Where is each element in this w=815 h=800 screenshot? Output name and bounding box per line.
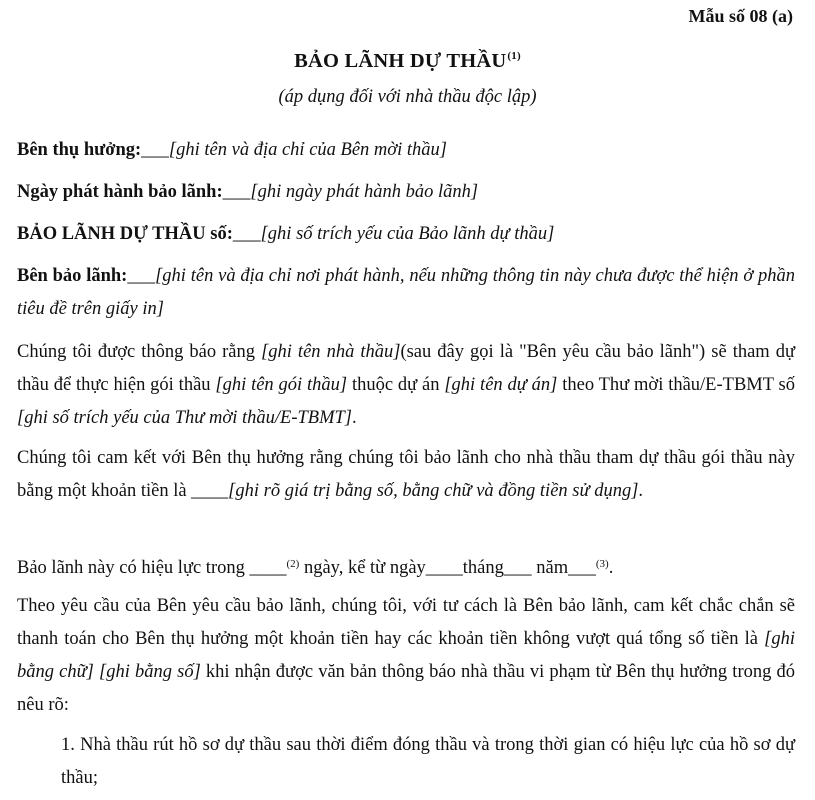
text: ngày, kể từ ngày xyxy=(299,558,426,578)
hint: [ghi rõ giá trị bằng số, bằng chữ và đồng tiền sử dụng] xyxy=(228,481,639,501)
hint: [ghi bằng số] xyxy=(99,662,201,682)
text: Bảo lãnh này có hiệu lực trong xyxy=(17,558,250,578)
field-label: Bên bảo lãnh: xyxy=(17,266,128,286)
text: theo Thư mời thầu/E-TBMT số xyxy=(557,375,795,395)
field-beneficiary xyxy=(17,134,795,167)
hint: [ghi bằng chữ] xyxy=(17,629,795,682)
field-hint: [ghi tên và địa chỉ nơi phát hành, nếu những thông tin này chưa được thể hiện ở phần tiêu đề trên giấy in] xyxy=(17,266,795,319)
text: Chúng tôi cam kết với Bên thụ hưởng rằng chúng tôi bảo lãnh cho nhà thầu tham dự thầu gói thầu này bằng một khoản tiền là xyxy=(17,448,795,501)
paragraph-commitment xyxy=(17,442,795,508)
text: Chúng tôi được thông báo rằng xyxy=(17,342,262,362)
blank: ____ xyxy=(425,558,463,578)
text: khi nhận được văn bản thông báo nhà thầu vi phạm từ Bên thụ hưởng trong đó nêu rõ: xyxy=(17,662,795,715)
hint: [ghi số trích yếu của Thư mời thầu/E-TBMT] xyxy=(17,408,352,428)
field-issue-date xyxy=(17,176,795,209)
list-item-1: 1. Nhà thầu rút hồ sơ dự thầu sau thời điểm đóng thầu và trong thời gian có hiệu lực của hồ sơ dự thầu; xyxy=(61,735,795,788)
document-title xyxy=(0,50,815,73)
hint: [ghi tên dự án] xyxy=(444,375,558,395)
paragraph-notification xyxy=(17,336,795,435)
field-label: Ngày phát hành bảo lãnh: xyxy=(17,182,223,202)
title-text: BẢO LÃNH DỰ THẦU xyxy=(294,50,507,72)
field-blank: ___ xyxy=(141,140,169,160)
footnote-ref: (2) xyxy=(286,558,300,570)
field-blank: ___ xyxy=(232,224,261,244)
text: (sau đây gọi là "Bên yêu cầu bảo lãnh") sẽ tham dự thầu để thực hiện gói thầu xyxy=(17,342,795,395)
blank: ___ xyxy=(568,558,596,578)
field-blank: ___ xyxy=(222,182,251,202)
paragraph-payment-undertaking xyxy=(17,590,795,722)
field-blank: ___ xyxy=(127,266,156,286)
text: tháng xyxy=(462,558,504,578)
field-label: BẢO LÃNH DỰ THẦU số: xyxy=(17,224,233,244)
text: năm xyxy=(531,558,569,578)
document-subtitle: (áp dụng đối với nhà thầu độc lập) xyxy=(278,87,537,107)
field-hint: [ghi số trích yếu của Bảo lãnh dự thầu] xyxy=(260,224,555,244)
form-number: Mẫu số 08 (a) xyxy=(688,6,793,26)
title-footnote-ref: (1) xyxy=(507,50,521,62)
hint: [ghi tên gói thầu] xyxy=(215,375,348,395)
footnote-ref: (3) xyxy=(595,558,609,570)
blank: ____ xyxy=(191,481,229,501)
text: . xyxy=(351,408,357,428)
field-guarantor xyxy=(17,260,795,326)
field-hint: [ghi ngày phát hành bảo lãnh] xyxy=(250,182,479,202)
paragraph-validity xyxy=(17,548,795,585)
field-guarantee-number xyxy=(17,218,795,251)
blank: ____ xyxy=(249,558,287,578)
field-hint: [ghi tên và địa chỉ của Bên mời thầu] xyxy=(168,140,447,160)
text: Theo yêu cầu của Bên yêu cầu bảo lãnh, chúng tôi, với tư cách là Bên bảo lãnh, cam kết chắc chắn sẽ thanh toán cho Bên thụ hưởng một khoản tiền hay các khoản tiền không vượt quá tổng số tiền là xyxy=(17,596,795,649)
text: thuộc dự án xyxy=(347,375,445,395)
text: . xyxy=(608,558,614,578)
hint: [ghi tên nhà thầu] xyxy=(261,342,401,362)
text: . xyxy=(638,481,644,501)
blank: ___ xyxy=(503,558,532,578)
field-label: Bên thụ hưởng: xyxy=(17,140,142,160)
